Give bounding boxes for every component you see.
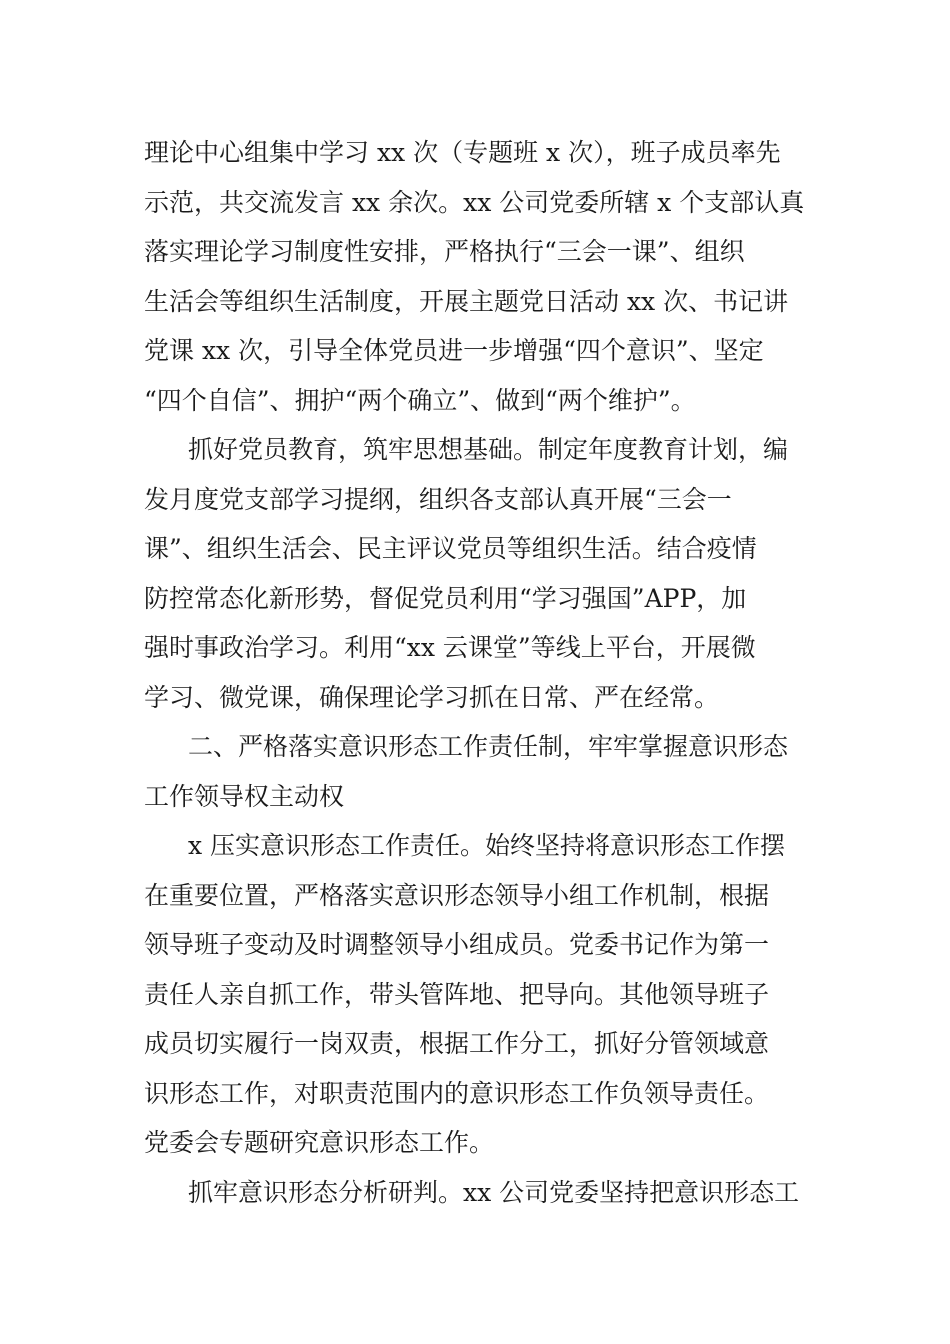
text-line: 强时事政治学习。利用“xx 云课堂”等线上平台，开展微 bbox=[144, 633, 756, 662]
document-body bbox=[144, 128, 810, 1217]
text-line: 落实理论学习制度性安排，严格执行“三会一课”、组织 bbox=[144, 237, 745, 266]
text-line: “四个自信”、拥护“两个确立”、做到“两个维护”。 bbox=[144, 385, 696, 415]
text-line: 在重要位置，严格落实意识形态领导小组工作机制，根据 bbox=[144, 880, 770, 910]
text-line: 防控常态化新形势，督促党员利用“学习强国”APP，加 bbox=[144, 583, 747, 613]
text-line: 党课 xx 次，引导全体党员进一步增强“四个意识”、坚定 bbox=[144, 336, 764, 365]
text-line: 学习、微党课，确保理论学习抓在日常、严在经常。 bbox=[144, 682, 720, 712]
text-line: 发月度党支部学习提纲，组织各支部认真开展“三会一 bbox=[144, 484, 732, 514]
paragraph-start-line: x 压实意识形态工作责任。始终坚持将意识形态工作摆 bbox=[188, 831, 786, 860]
text-line: 责任人亲自抓工作，带头管阵地、把导向。其他领导班子 bbox=[144, 979, 770, 1009]
paragraph-start-line: 抓牢意识形态分析研判。xx 公司党委坚持把意识形态工 bbox=[188, 1177, 800, 1207]
paragraph-start-line: 抓好党员教育，筑牢思想基础。制定年度教育计划，编 bbox=[188, 435, 789, 464]
text-line: 课”、组织生活会、民主评议党员等组织生活。结合疫情 bbox=[144, 534, 757, 563]
text-line: 领导班子变动及时调整领导小组成员。党委书记作为第一 bbox=[144, 930, 770, 959]
text-line: 识形态工作，对职责范围内的意识形态工作负领导责任。 bbox=[144, 1078, 770, 1108]
text-line: 示范，共交流发言 xx 余次。xx 公司党委所辖 x 个支部认真 bbox=[144, 187, 805, 217]
text-line: 党委会专题研究意识形态工作。 bbox=[144, 1128, 495, 1157]
section-heading-line: 二、严格落实意识形态工作责任制，牢牢掌握意识形态 bbox=[188, 732, 789, 761]
text-line: 成员切实履行一岗双责，根据工作分工，抓好分管领域意 bbox=[144, 1029, 770, 1058]
text-line: 理论中心组集中学习 xx 次（专题班 x 次），班子成员率先 bbox=[144, 138, 781, 167]
section-heading-line: 工作领导权主动权 bbox=[144, 781, 345, 811]
text-line: 生活会等组织生活制度，开展主题党日活动 xx 次、书记讲 bbox=[144, 286, 789, 316]
